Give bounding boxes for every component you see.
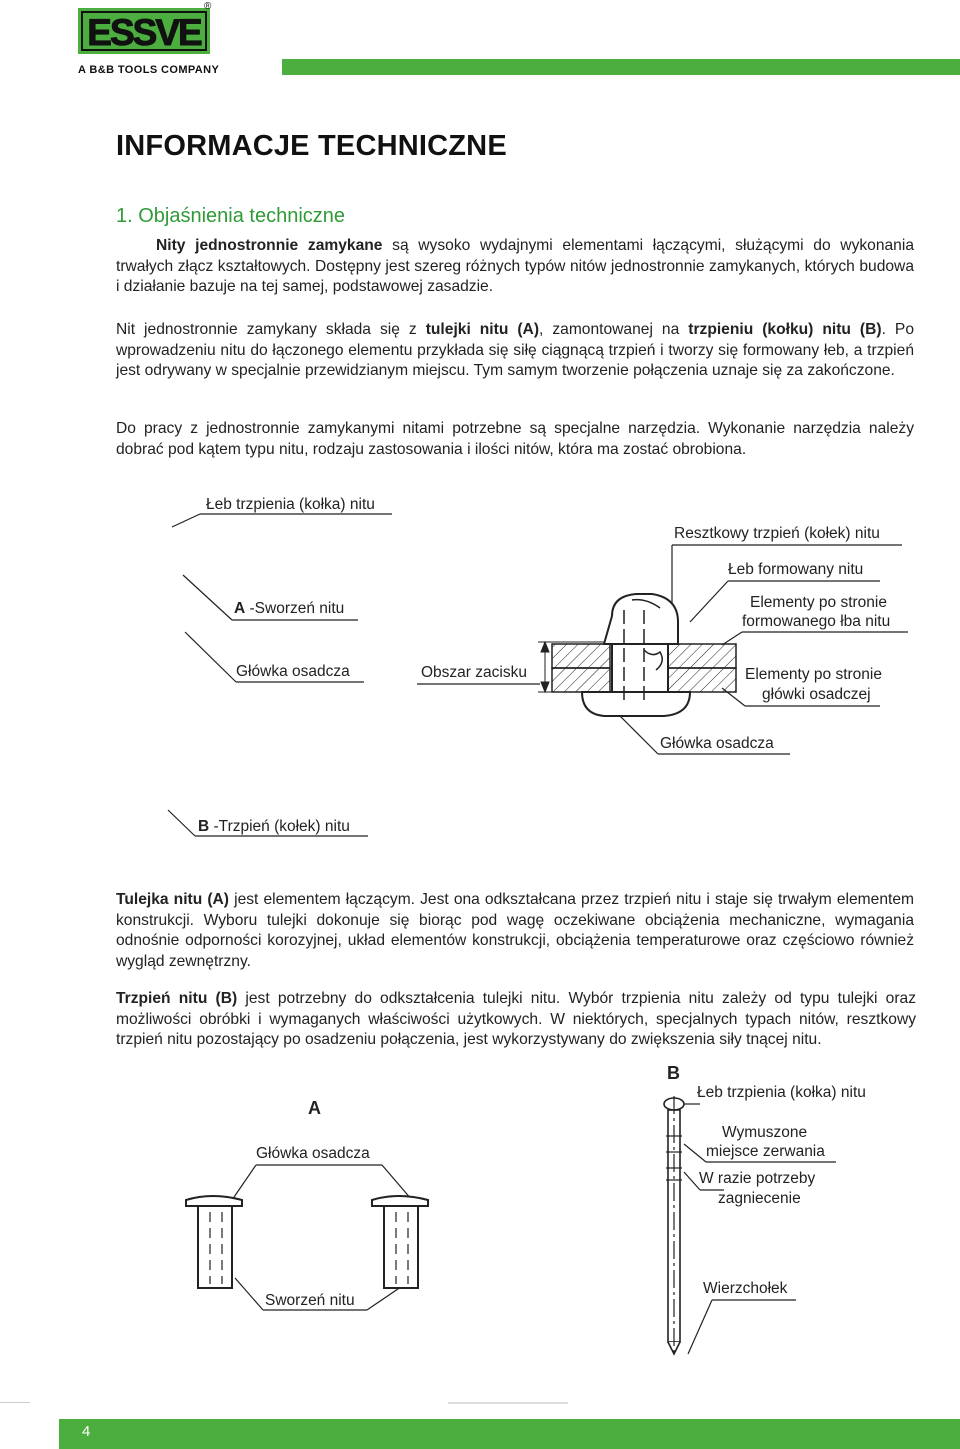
- d2-label-glowka: Główka osadcza: [256, 1145, 370, 1162]
- footer-rule-left: [0, 1402, 30, 1403]
- d1-label-obszar: Obszar zacisku: [421, 664, 527, 681]
- registered-mark: ®: [204, 1, 212, 12]
- mandrel-bold: Trzpień nitu (B): [116, 990, 238, 1007]
- sleeve-text: jest elementem łączącym. Jest ona odkształcana przez trzpień nitu i staje się trwałym elementem konstrukcji. Wyboru tulejki dokonuje się biorąc pod wagę oczekiwane obciążenia mechaniczne, wymagania odnośnie odporności korozyjnej, układ elementów konstrukcji, obciążenia temperaturowe oraz częściowo również wygląd zewnętrzny.: [116, 891, 914, 970]
- sleeve-bold: Tulejka nitu (A): [116, 891, 229, 908]
- intro-text: są wysoko wydajnymi elementami łączącymi, służącymi do wykonania trwałych złącz kształtowych. Dostępny jest szereg różnych typów nitów jednostronnie zamykanych, których budowa i działanie bazuje na tej samej, podstawowej zasadzie.: [116, 237, 914, 295]
- d1-label-leb-formowany: Łeb formowany nitu: [728, 561, 864, 578]
- composition-text-c: . Po wprowadzeniu nitu do łączonego elementu przykłada się siłę ciągnącą trzpień i tworzy się formowany łeb, a trzpień jest odrywany w specjalnie przewidzianym miejscu. Tym samym tworzenie połączenia uznaje się za zakończone.: [116, 321, 915, 379]
- d2-label-razie-1: W razie potrzeby: [699, 1170, 816, 1187]
- d1-label-elementy-glowki-1: Elementy po stronie: [745, 666, 882, 683]
- composition-text-b: , zamontowanej na: [539, 321, 689, 338]
- d2-a-letter: A: [308, 1098, 321, 1118]
- logo-tagline: A B&B TOOLS COMPANY: [78, 64, 220, 76]
- d2-label-sworzen: Sworzeń nitu: [265, 1292, 355, 1309]
- d1-a-text: -Sworzeń nitu: [245, 600, 345, 617]
- d1-label-glowka-bottom: Główka osadcza: [660, 735, 774, 752]
- footer-band: [59, 1419, 960, 1449]
- d2-label-leb-trzpienia: Łeb trzpienia (kołka) nitu: [697, 1084, 866, 1101]
- d2-label-wymuszone-2: miejsce zerwania: [706, 1143, 825, 1160]
- d2-b-letter: B: [667, 1063, 680, 1083]
- rivet-parts-diagram: [0, 1070, 960, 1400]
- d2-label-razie-2: zagniecenie: [718, 1190, 801, 1207]
- d1-label-leb-trzpienia: Łeb trzpienia (kołka) nitu: [206, 496, 375, 513]
- composition-text-a: Nit jednostronnie zamykany składa się z: [116, 321, 426, 338]
- d1-a-letter: A: [234, 600, 246, 617]
- page-title: INFORMACJE TECHNICZNE: [116, 130, 507, 162]
- page-number: 4: [82, 1423, 91, 1440]
- header-band: [282, 59, 960, 75]
- paragraph-intro: [116, 236, 914, 298]
- d1-label-resztkowy: Resztkowy trzpień (kołek) nitu: [674, 525, 880, 542]
- logo-word-text: ESSVE: [87, 12, 201, 53]
- footer-rule-center: [448, 1402, 568, 1404]
- d1-label-a-sworzen: [234, 600, 344, 618]
- d2-label-wymuszone-1: Wymuszone: [722, 1124, 808, 1141]
- composition-bold-b: trzpieniu (kołku) nitu (B): [688, 321, 882, 338]
- paragraph-sleeve: [116, 890, 914, 972]
- d1-label-glowka-left: Główka osadcza: [236, 663, 350, 680]
- mandrel-text: jest potrzebny do odkształcenia tulejki nitu. Wybór trzpienia nitu zależy od typu tulejki oraz możliwości obróbki i wymaganych właściwości użytkowych. W niektórych, specjalnych typach nitów, resztkowy trzpień nitu pozostający po osadzeniu połączenia, jest wykorzystywany do zwiększenia siły tnącej nitu.: [116, 990, 917, 1048]
- section-heading: 1. Objaśnienia techniczne: [116, 205, 346, 227]
- d1-b-text: -Trzpień (kołek) nitu: [209, 818, 350, 835]
- d1-label-elementy-formowanego-1: Elementy po stronie: [750, 594, 887, 611]
- d1-label-elementy-formowanego-2: formowanego łba nitu: [742, 613, 891, 630]
- d1-label-elementy-glowki-2: główki osadczej: [762, 686, 871, 703]
- paragraph-composition: [116, 320, 914, 382]
- essve-logo-mark: [78, 8, 210, 54]
- paragraph-tools: Do pracy z jednostronnie zamykanymi nitami potrzebne są specjalne narzędzia. Wykonanie narzędzia należy dobrać pod kątem typu nitu, rodzaju zastosowania i ilości nitów, która ma zostać obrobiona.: [116, 420, 914, 458]
- d1-b-letter: B: [198, 818, 210, 835]
- essve-logo: [78, 1, 220, 78]
- d2-label-wierzcholek: Wierzchołek: [703, 1280, 788, 1297]
- d1-label-b-trzpien: [198, 818, 350, 836]
- composition-bold-a: tulejki nitu (A): [425, 321, 540, 338]
- intro-bold: Nity jednostronnie zamykane: [156, 237, 383, 254]
- paragraph-mandrel: [116, 989, 916, 1051]
